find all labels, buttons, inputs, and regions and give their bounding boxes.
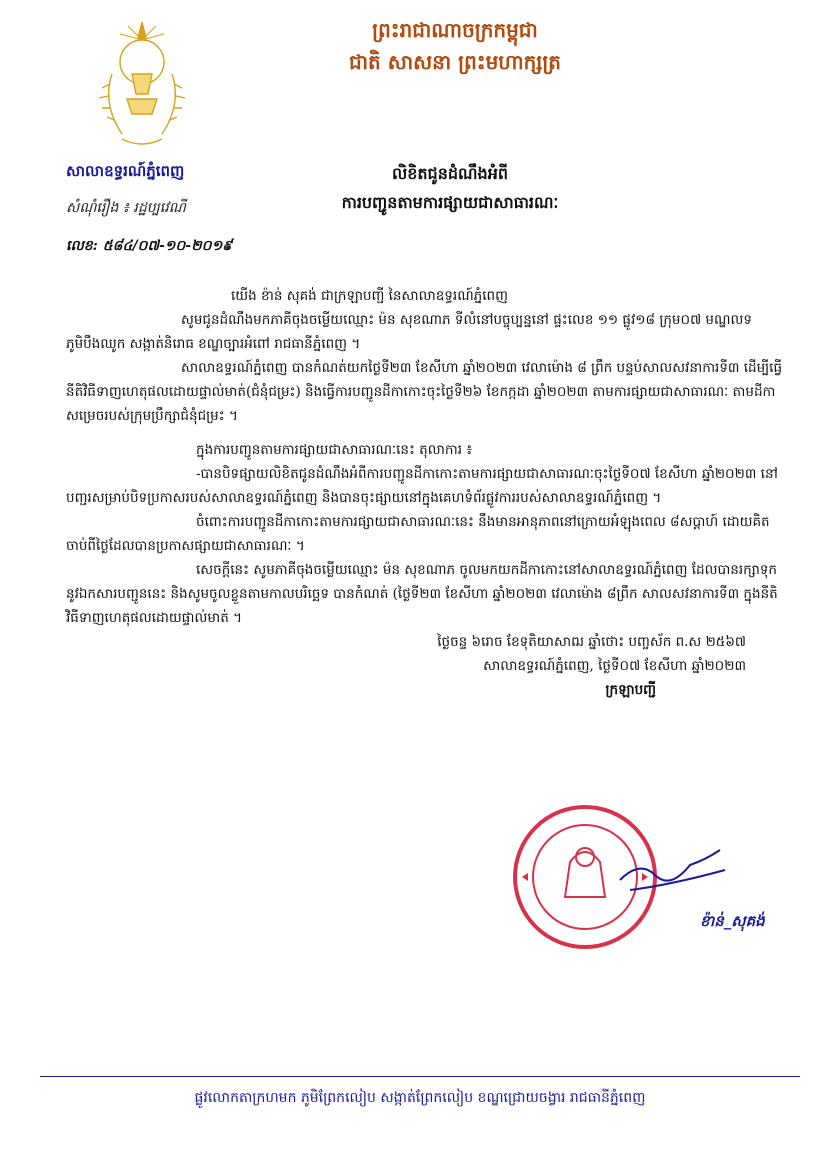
kingdom-line: ព្រះរាជាណាចក្រកម្ពុជា: [372, 18, 538, 42]
lunar-date: ថ្ងៃចន្ទ ៦រោច ខែទុតិយាសាឍ ឆ្នាំថោះ បញ្ចស័ក ព.ស ២៥៦៧: [437, 634, 746, 650]
royal-emblem-icon: [92, 14, 192, 154]
case-type: សំណុំរឿង ៖ រដ្ឋប្បវេណី: [66, 200, 186, 216]
document-title: [300, 160, 600, 218]
signatory-role: ក្រឡាបញ្ជី: [605, 682, 656, 698]
document-number: លេខ: ៥៨៤/០៧-១០-២០១៩: [66, 238, 233, 254]
title-line-1: លិខិតជូនដំណឹងអំពី: [391, 164, 508, 183]
signer-name: ខ៉ាន់_សុគង់: [700, 912, 765, 930]
motto-line: ជាតិ សាសនា ព្រះមហាក្សត្រ: [349, 50, 561, 74]
footer-address: ផ្លូវលោកតាក្រហមក ភូមិព្រែកលៀប សង្កាត់ព្រែកលៀប ខណ្ឌជ្រោយចង្វារ រាជធានីភ្នំពេញ: [194, 1090, 646, 1106]
paragraph-notice: សូមជូនដំណឹងមកភាគីចុងចម្លើយឈ្មោះ ម៉ន សុខណាភ ទីលំនៅបច្ចុប្បន្ននៅ ផ្ទះលេខ ១១ ផ្លូវ១៨ ក្រុម០៧ មណ្ឌលទ ភូមិបឹងឈូក សង្កាត់និរោធ ខណ្ឌច្បារអំពៅ រាជធានីភ្នំពេញ ។: [66, 312, 752, 352]
paragraph-hearing: សាលាឧទ្ធរណ៍ភ្នំពេញ បានកំណត់យកថ្ងៃទី២៣ ខែសីហា ឆ្នាំ២០២៣ វេលាម៉ោង ៨ ព្រឹក បន្ទប់សាលសវនាការទី៣ ដើម្បីធ្វើនីតិវិធីទាញហេតុផលដោយផ្ទាល់មាត់(ជំនុំជម្រះ) និងធ្វើការបញ្ជូនដីកាកោះចុះថ្ងៃទី២៦ ខែកក្កដា ឆ្នាំ២០២៣ តាមការផ្សាយជាសាធារណៈ តាមដីកាសម្រេចរបស់ក្រុមប្រឹក្សាជំនុំជម្រះ ។: [66, 360, 783, 424]
solar-date: សាលាឧទ្ធរណ៍ភ្នំពេញ, ថ្ងៃទី០៧ ខែសីហា ឆ្នាំ២០២៣: [483, 658, 746, 674]
paragraph-posting: -បានបិទផ្សាយលិខិតជូនដំណឹងអំពីការបញ្ជូនដីកាកោះតាមការផ្សាយជាសាធារណៈចុះថ្ងៃទី០៧ ខែសីហា ឆ្នាំ២០២៣ នៅបញ្ជរសម្រាប់បិទប្រកាសរបស់សាលាឧទ្ធរណ៍ភ្នំពេញ និងបានចុះផ្សាយនៅក្នុងគេហទំព័រផ្លូវការរបស់សាលាឧទ្ធរណ៍ភ្នំពេញ ។: [66, 466, 778, 506]
signature-icon: [610, 840, 730, 900]
title-line-2: ការបញ្ជូនតាមការផ្សាយជាសាធារណៈ: [341, 192, 559, 212]
footer-divider: [40, 1076, 800, 1077]
document-body: [66, 284, 786, 702]
paragraph-publication: ក្នុងការបញ្ជូនតាមការផ្សាយជាសាធារណៈនេះ តុលាការ ៖: [196, 442, 473, 458]
kingdom-header: [330, 14, 580, 78]
paragraph-clerk: យើង ខ៉ាន់ សុគង់ ជាក្រឡាបញ្ជី នៃសាលាឧទ្ធរណ៍ភ្នំពេញ: [231, 288, 508, 304]
court-name: សាលាឧទ្ធរណ៍ភ្នំពេញ: [66, 162, 185, 180]
paragraph-summons: សេចក្តីនេះ សូមភាគីចុងចម្លើយឈ្មោះ ម៉ន សុខណាភ ចូលមកយកដីកាកោះនៅសាលាឧទ្ធរណ៍ភ្នំពេញ ដែលបានរក្សាទុកនូវឯកសារបញ្ជូននេះ និងសូមចូលខ្លួនតាមកាលបរិច្ឆេទ បានកំណត់ (ថ្ងៃទី២៣ ខែសីហា ឆ្នាំ២០២៣ វេលាម៉ោង ៨ព្រឹក សាលសវនាការទី៣ ក្នុងនីតិវិធីទាញហេតុផលដោយផ្ទាល់មាត់ ។: [66, 562, 778, 626]
paragraph-effect: ចំពោះការបញ្ជូនដីកាកោះតាមការផ្សាយជាសាធារណៈនេះ នឹងមានអានុភាពនៅក្រោយអំឡុងពេល ៨សប្តាហ៍ ដោយគិតចាប់ពីថ្ងៃដែលបានប្រកាសផ្សាយជាសាធារណៈ ។: [66, 514, 770, 554]
